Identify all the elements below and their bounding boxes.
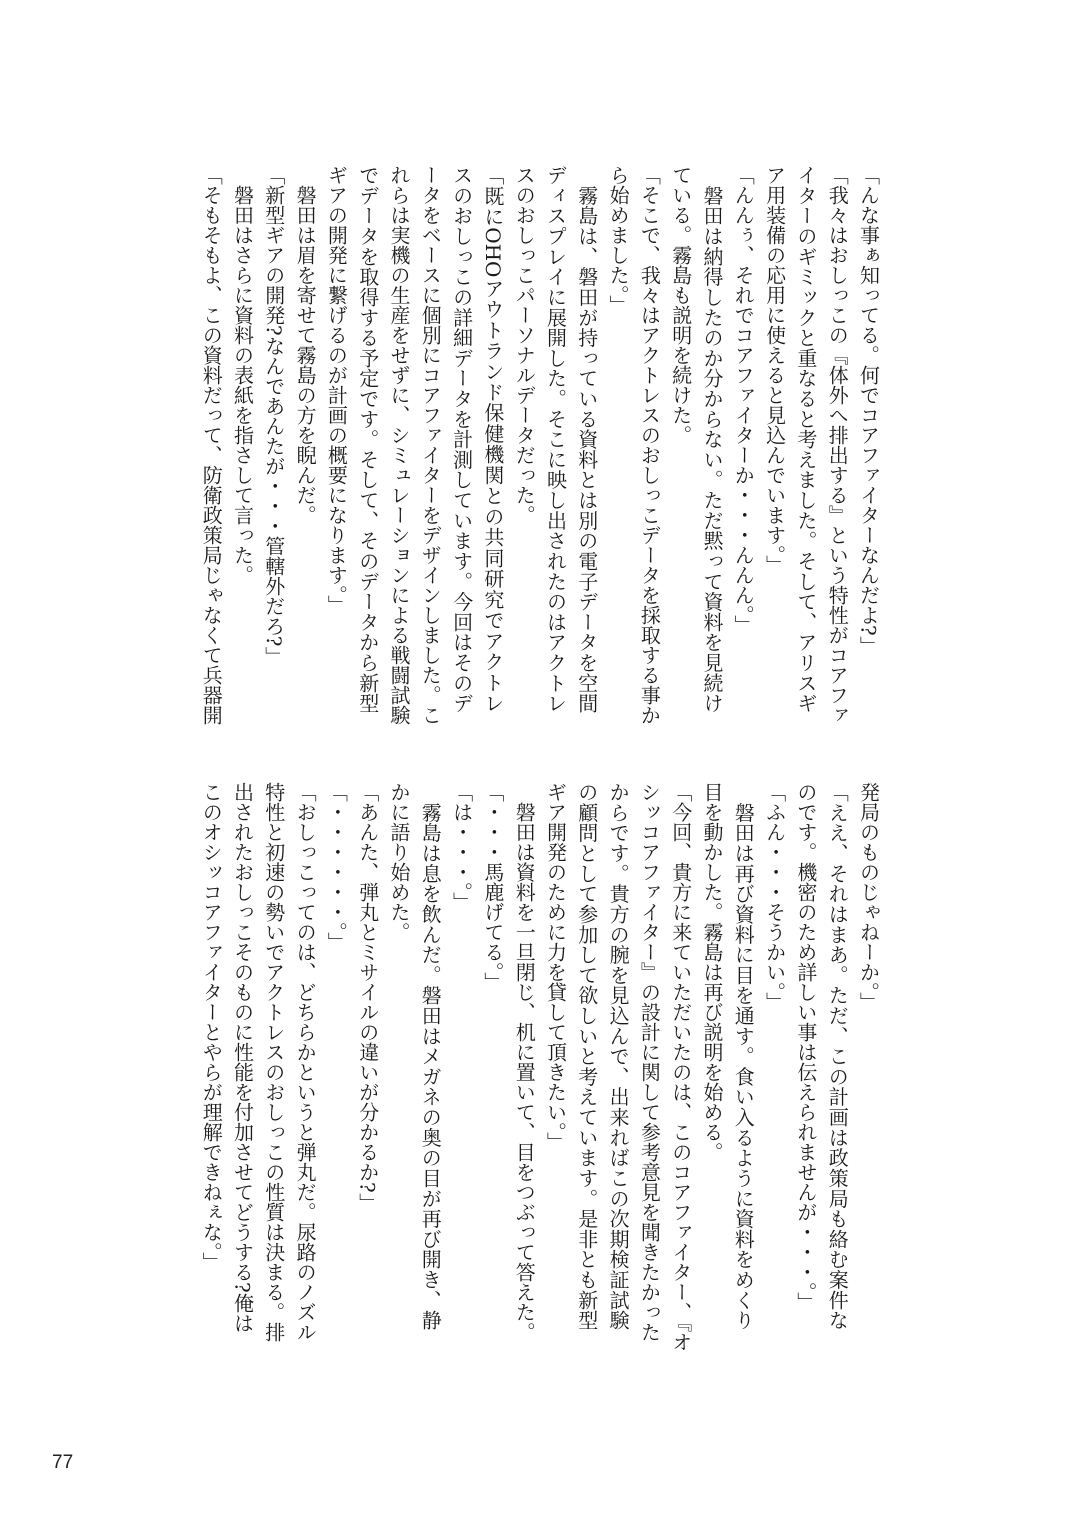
upper-tier-text-column: ら始めました。」 <box>606 165 631 315</box>
lower-tier-text-column: からです。貴方の腕を見込んで、出来ればこの次期検証試験 <box>606 782 631 1330</box>
upper-tier-text-column: 「んな事ぁ知ってる。何でコアファイターなんだよ?」 <box>856 165 881 656</box>
lower-tier-text-column: シッコアファイター』の設計に関して参考意見を聞きたかった <box>637 782 662 1342</box>
lower-tier-text-column: かに語り始めた。 <box>387 782 411 942</box>
lower-tier-text-column: ギア開発のために力を貸して頂きたい。」 <box>543 782 568 1152</box>
lower-tier-text-column: 磐田は再び資料に目を通す。食い入るように資料をめくり <box>731 782 756 1330</box>
upper-tier-text-column: れらは実機の生産をせずに、シミュレーションによる戦闘試験 <box>387 165 411 725</box>
lower-tier-text-column: 特性と初速の勢いでアクトレスのおしっこの性質は決まる。排 <box>261 782 286 1342</box>
lower-tier-text-column: 出されたおしっこそのものに性能を付加させてどうする?俺は <box>230 782 255 1333</box>
lower-tier-text-column: 「・・・・・・。」 <box>324 782 349 952</box>
upper-tier-text-column: 磐田はさらに資料の表紙を指さして言った。 <box>230 165 255 585</box>
upper-tier-text-column: 磐田は納得したのか分からない。ただ黙って資料を見続け <box>700 165 724 713</box>
page-number: 77 <box>52 1452 74 1473</box>
upper-tier-text-column: スのおしっこの詳細データを計測しています。今回はそのデ <box>449 165 474 713</box>
upper-tier-text-column: 「んんぅ、それでコアファイターか・・・んんん。」 <box>731 165 756 635</box>
lower-tier-text-column: のです。機密のため詳しい事は伝えられませんが・・・。」 <box>793 782 818 1312</box>
upper-tier-text-column: 「我々はおしっこの『体外へ排出する』という特性がコアファ <box>825 165 850 725</box>
lower-tier-text-column: 「おしっこってのは、どちらかというと弾丸だ。尿路のノズル <box>293 782 318 1342</box>
upper-tier-text-column: ディスプレイに展開した。そこに映し出されたのはアクトレ <box>543 165 568 713</box>
lower-tier-text-column: 霧島は息を飲んだ。磐田はメガネの奥の目が再び開き、静 <box>418 782 443 1330</box>
lower-tier-text-column: 磐田は資料を一旦閉じ、机に置いて、目をつぶって答えた。 <box>512 782 537 1342</box>
lower-tier-text-column: 「あんた、弾丸とミサイルの違いが分かるか?」 <box>355 782 380 1213</box>
upper-tier-text-column: スのおしっこパーソナルデータだった。 <box>512 165 537 525</box>
lower-tier-text-column: 目を動かした。霧島は再び説明を始める。 <box>700 782 724 1162</box>
upper-tier-text-column: 「新型ギアの開発?なんであんたが・・・管轄外だろ?」 <box>261 165 286 667</box>
upper-tier-text-column: ータをベースに個別にコアファイターをデザインしました。こ <box>418 165 443 725</box>
lower-tier-text-column: 発局のものじゃねーか。」 <box>856 782 881 1012</box>
upper-tier-text-column: 磐田は眉を寄せて霧島の方を睨んだ。 <box>293 165 318 525</box>
lower-tier-text-column: 「ふん・・・そうかい。」 <box>762 782 787 1012</box>
upper-tier-text-column: 「そもそもよ、この資料だって、防衛政策局じゃなくて兵器開 <box>199 165 224 725</box>
upper-tier-text-column: イターのギミックと重なると考えました。そして、アリスギ <box>793 165 818 713</box>
upper-tier-text-column: でデータを取得する予定です。そして、そのデータから新型 <box>355 165 380 713</box>
lower-tier-text-column: 「今回、貴方に来ていただいたのは、このコアファイター、『オ <box>668 782 693 1352</box>
upper-tier-text-column: 「既にOHOアウトランド保健機関との共同研究でアクトレ <box>480 165 505 713</box>
lower-tier-text-column: の顧問として参加して欲しいと考えています。是非とも新型 <box>574 782 599 1330</box>
upper-tier-text-column: ている。霧島も説明を続けた。 <box>668 165 693 445</box>
lower-tier-text-column: このオシッコアファイターとやらが理解できねぇな。」 <box>199 782 224 1272</box>
upper-tier-text-column: ギアの開発に繋げるのが計画の概要になります。」 <box>324 165 349 615</box>
lower-tier-text-column: 「は・・・。」 <box>449 782 474 912</box>
lower-tier-text-column: 「ええ、それはまあ。ただ、この計画は政策局も絡む案件な <box>825 782 850 1330</box>
upper-tier-text-column: 「そこで、我々はアクトレスのおしっこデータを採取する事か <box>637 165 662 725</box>
lower-tier-text-column: 「・・・馬鹿げてる。」 <box>480 782 505 992</box>
upper-tier-text-column: ア用装備の応用に使えると見込んでいます。」 <box>762 165 787 575</box>
upper-tier-text-column: 霧島は、磐田が持っている資料とは別の電子データを空間 <box>574 165 599 713</box>
